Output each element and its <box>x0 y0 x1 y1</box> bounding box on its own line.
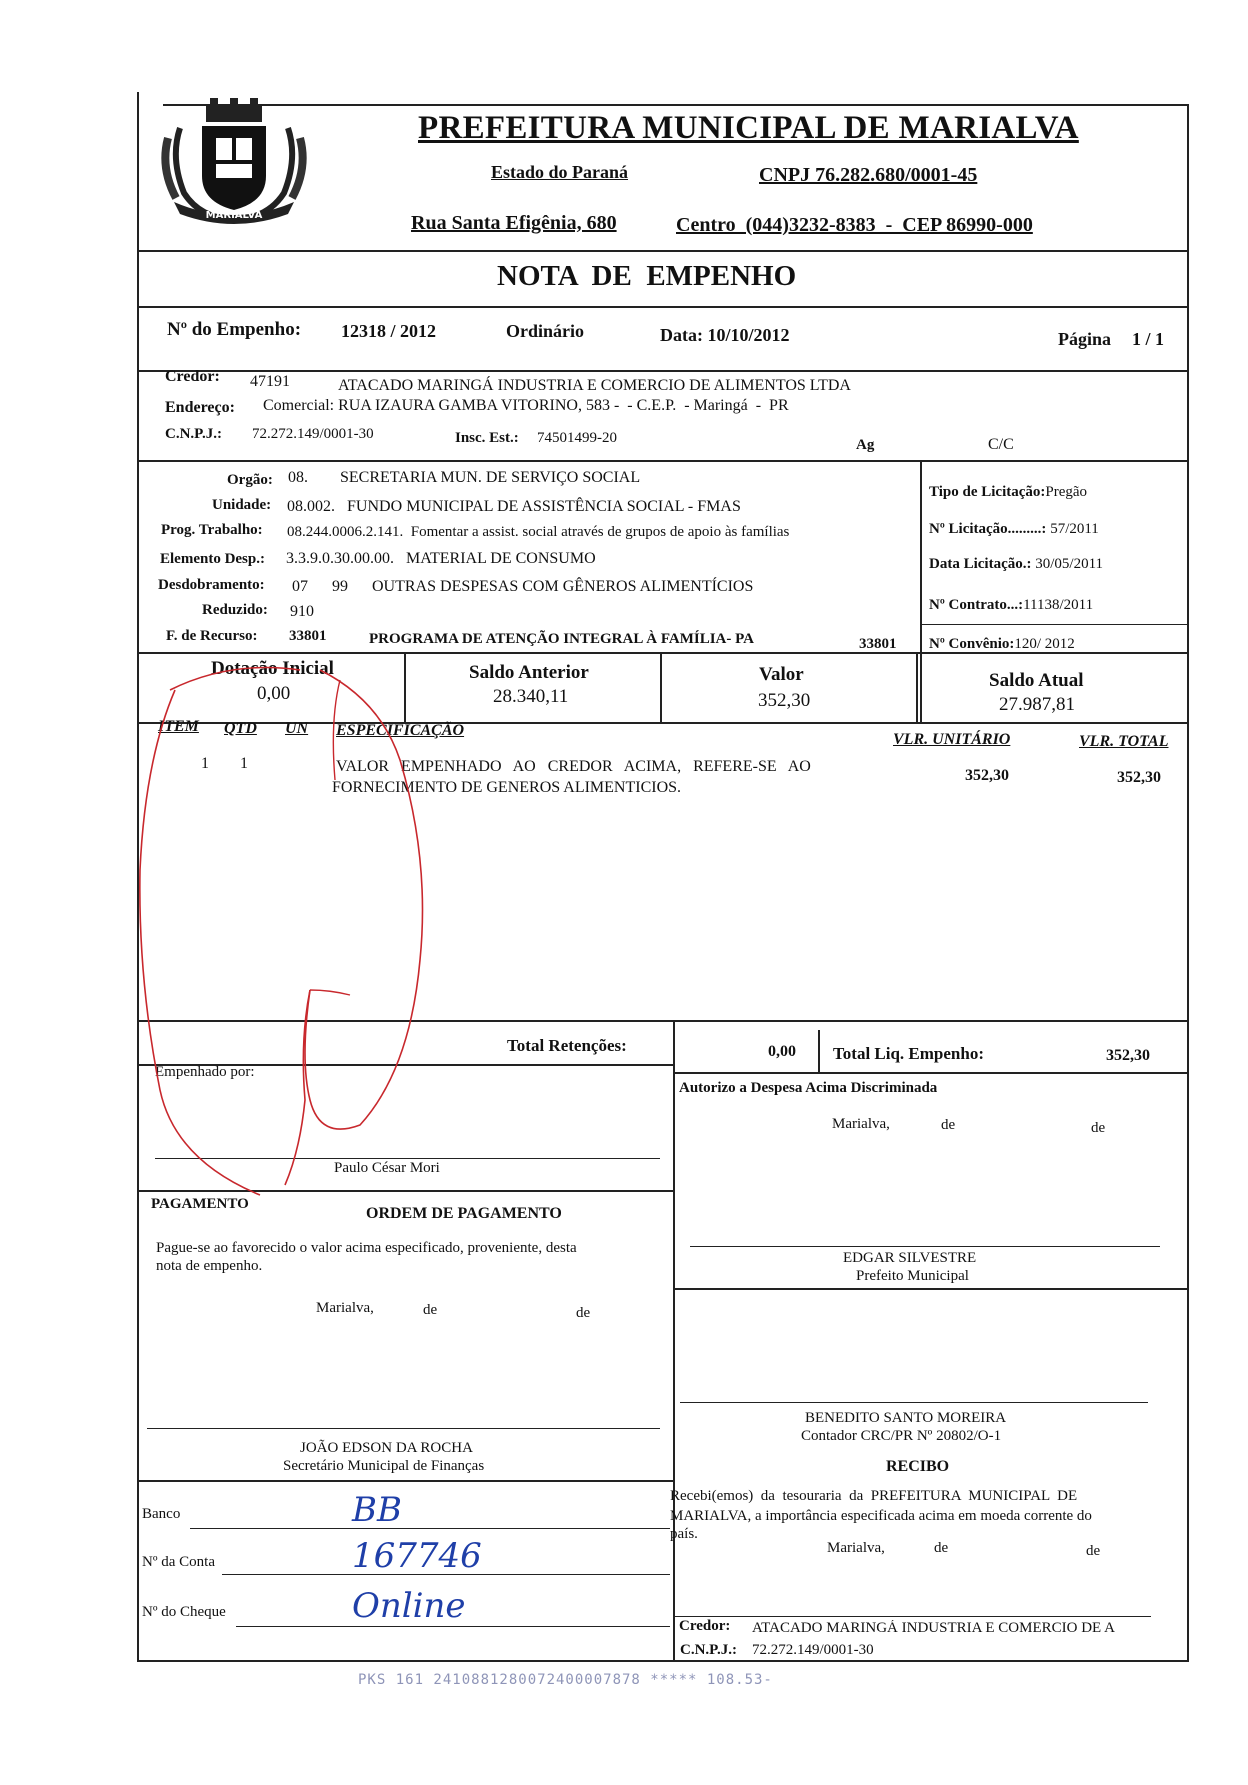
saldo-anterior-label: Saldo Anterior <box>469 662 589 683</box>
rule <box>137 1020 1189 1022</box>
pagamento-de2: de <box>576 1305 591 1321</box>
pagamento-de1: de <box>423 1302 438 1318</box>
coat-of-arms <box>160 98 308 230</box>
municipality-title: PREFEITURA MUNICIPAL DE MARIALVA <box>418 110 1079 146</box>
valor-value: 352,30 <box>758 690 811 711</box>
cnpj-header: CNPJ 76.282.680/0001-45 <box>759 164 978 186</box>
prefeito-role: Prefeito Municipal <box>856 1268 969 1284</box>
empenho-type: Ordinário <box>506 321 585 341</box>
dotacao-inicial-label: Dotação Inicial <box>211 658 334 679</box>
col-total: VLR. TOTAL <box>1079 733 1169 750</box>
prefeito-name: EDGAR SILVESTRE <box>843 1250 977 1266</box>
rule <box>137 250 1189 252</box>
retencoes-label: Total Retenções: <box>507 1036 627 1055</box>
banco-handwritten: BB <box>352 1490 402 1530</box>
row-item: 1 <box>201 755 209 772</box>
cnpj-label: C.N.P.J.: <box>165 426 222 442</box>
col-spec: ESPECIFICAÇÃO <box>336 722 465 739</box>
recurso-code-2: 33801 <box>859 636 897 652</box>
coat-of-arms-text: MARIALVA <box>205 210 263 221</box>
cheque-line <box>236 1626 670 1627</box>
row-qtd: 1 <box>240 755 248 772</box>
contrato-label: Nº Contrato...:11138/2011 <box>929 597 1094 613</box>
credor-insc: 74501499-20 <box>537 430 617 446</box>
col-item: ITEM <box>158 718 199 735</box>
recibo-line3: país. <box>670 1526 698 1542</box>
empenhado-name: Paulo César Mori <box>334 1160 440 1176</box>
page-label: Página <box>1058 329 1112 349</box>
autorizo-de1: de <box>941 1117 956 1133</box>
tipo-licitacao-label: Tipo de Licitação:Pregão <box>929 484 1088 500</box>
signature-line <box>147 1428 660 1429</box>
pagamento-text-line1: Pague-se ao favorecido o valor acima especificado, proveniente, desta <box>156 1240 577 1256</box>
unidade-value: 08.002. FUNDO MUNICIPAL DE ASSISTÊNCIA SOCIAL - FMAS <box>287 498 741 515</box>
recibo-place: Marialva, <box>827 1540 885 1556</box>
recurso-code: 33801 <box>289 628 327 644</box>
header-top-rule <box>163 104 1189 106</box>
recibo-credor-label: Credor: <box>679 1618 731 1634</box>
autorizo-de2: de <box>1091 1120 1106 1136</box>
dotacao-inicial-value: 0,00 <box>257 683 291 704</box>
numero-licitacao-label: Nº Licitação.........: 57/2011 <box>929 521 1099 537</box>
prog-label: Prog. Trabalho: <box>161 522 263 538</box>
autorizo-label: Autorizo a Despesa Acima Discriminada <box>679 1080 938 1096</box>
recibo-cnpj-label: C.N.P.J.: <box>680 1642 737 1658</box>
rule <box>137 370 1189 372</box>
contador-name: BENEDITO SANTO MOREIRA <box>805 1410 1007 1426</box>
col-un: UN <box>285 720 309 737</box>
document-title: NOTA DE EMPENHO <box>497 260 797 292</box>
insc-label: Insc. Est.: <box>455 430 519 446</box>
rule <box>137 460 1189 462</box>
signature-line <box>680 1402 1148 1403</box>
row-spec-line2: FORNECIMENTO DE GENEROS ALIMENTICIOS. <box>332 779 682 796</box>
conta-label: Nº da Conta <box>142 1554 215 1570</box>
saldo-anterior-value: 28.340,11 <box>493 686 569 707</box>
elemento-label: Elemento Desp.: <box>160 551 265 567</box>
rule <box>137 1190 673 1192</box>
saldo-atual-value: 27.987,81 <box>999 694 1075 715</box>
row-unit: 352,30 <box>965 767 1009 784</box>
credor-cnpj: 72.272.149/0001-30 <box>252 426 374 442</box>
recurso-label: F. de Recurso: <box>166 628 258 644</box>
pagamento-place: Marialva, <box>316 1300 374 1316</box>
secretario-role: Secretário Municipal de Finanças <box>283 1458 485 1474</box>
divider <box>818 1030 820 1072</box>
recibo-line2: MARIALVA, a importância especificada acima em moeda corrente do <box>670 1508 1092 1524</box>
right-border <box>1187 104 1189 1660</box>
conta-handwritten: 167746 <box>352 1536 482 1576</box>
secretario-name: JOÃO EDSON DA ROCHA <box>300 1440 473 1456</box>
unidade-label: Unidade: <box>212 497 272 513</box>
cc-label: C/C <box>988 436 1014 453</box>
orgao-value: 08. SECRETARIA MUN. DE SERVIÇO SOCIAL <box>288 469 641 486</box>
desdobramento-value: 07 99 OUTRAS DESPESAS COM GÊNEROS ALIMENTÍCIOS <box>292 578 754 595</box>
rule <box>137 1660 1189 1662</box>
cheque-handwritten: Online <box>352 1586 466 1626</box>
empenhado-label: Empenhado por: <box>155 1064 255 1080</box>
empenho-date: Data: 10/10/2012 <box>660 325 790 345</box>
autorizo-place: Marialva, <box>832 1116 890 1132</box>
data-licitacao-label: Data Licitação.: 30/05/2011 <box>929 556 1104 572</box>
ordem-pagamento-label: ORDEM DE PAGAMENTO <box>366 1205 562 1222</box>
retencoes-value: 0,00 <box>768 1043 796 1060</box>
empenho-label: Nº do Empenho: <box>167 319 302 340</box>
col-unit: VLR. UNITÁRIO <box>893 731 1011 748</box>
elemento-value: 3.3.9.0.30.00.00. MATERIAL DE CONSUMO <box>286 550 596 567</box>
recurso-name: PROGRAMA DE ATENÇÃO INTEGRAL À FAMÍLIA- PA <box>369 631 755 647</box>
footer-stamp: PKS 161 2410881280072400007878 ***** 108.53- <box>358 1672 773 1688</box>
recibo-de1: de <box>934 1540 949 1556</box>
divider <box>673 1064 675 1662</box>
credor-label: Credor: <box>165 368 220 385</box>
ag-label: Ag <box>856 437 875 453</box>
rule <box>137 652 1189 654</box>
prog-value: 08.244.0006.2.141. Fomentar a assist. social através de grupos de apoio às famílias <box>287 524 790 540</box>
pagamento-label: PAGAMENTO <box>151 1196 249 1212</box>
rule <box>673 1288 1189 1290</box>
address-rest: Centro (044)3232-8383 - CEP 86990-000 <box>676 214 1033 236</box>
recibo-label: RECIBO <box>886 1458 950 1475</box>
recibo-credor-value: ATACADO MARINGÁ INDUSTRIA E COMERCIO DE A <box>752 1620 1115 1636</box>
row-total: 352,30 <box>1117 769 1161 786</box>
valor-label: Valor <box>759 664 804 685</box>
signature-line <box>690 1246 1160 1247</box>
divider <box>660 652 662 722</box>
state-label: Estado do Paraná <box>491 162 629 182</box>
address-street: Rua Santa Efigênia, 680 <box>411 212 617 234</box>
col-qtd: QTD <box>224 720 257 737</box>
divider <box>916 652 918 722</box>
orgao-label: Orgão: <box>227 472 273 488</box>
row-spec-line1: VALOR EMPENHADO AO CREDOR ACIMA, REFERE-SE AO <box>336 758 811 775</box>
signature-line <box>155 1158 660 1159</box>
recibo-line1: Recebi(emos) da tesouraria da PREFEITURA MUNICIPAL DE <box>670 1488 1078 1504</box>
liquido-label: Total Liq. Empenho: <box>833 1044 984 1063</box>
page-value: 1 / 1 <box>1132 329 1165 349</box>
rule <box>673 1616 1151 1617</box>
rule <box>137 1480 673 1482</box>
banco-line <box>190 1528 670 1529</box>
banco-label: Banco <box>142 1506 181 1522</box>
empenho-number: 12318 / 2012 <box>341 321 437 341</box>
rule <box>673 1072 1189 1074</box>
address-label: Endereço: <box>165 399 235 416</box>
divider <box>920 460 922 722</box>
saldo-atual-label: Saldo Atual <box>989 670 1084 691</box>
reduzido-label: Reduzido: <box>202 602 268 618</box>
rule <box>920 624 1188 625</box>
desdobramento-label: Desdobramento: <box>158 577 265 593</box>
rule <box>137 306 1189 308</box>
pagamento-text-line2: nota de empenho. <box>156 1258 263 1274</box>
contador-role: Contador CRC/PR Nº 20802/O-1 <box>801 1428 1002 1444</box>
convenio-label: Nº Convênio:120/ 2012 <box>929 636 1075 652</box>
liquido-value: 352,30 <box>1106 1047 1150 1064</box>
credor-code: 47191 <box>250 373 290 390</box>
credor-address: Comercial: RUA IZAURA GAMBA VITORINO, 583 - - C.E.P. - Maringá - PR <box>263 397 789 414</box>
credor-name: ATACADO MARINGÁ INDUSTRIA E COMERCIO DE ALIMENTOS LTDA <box>338 377 851 394</box>
recibo-de2: de <box>1086 1543 1101 1559</box>
reduzido-value: 910 <box>290 603 314 620</box>
divider <box>404 652 406 722</box>
recibo-cnpj-value: 72.272.149/0001-30 <box>752 1642 874 1658</box>
cheque-label: Nº do Cheque <box>142 1604 226 1620</box>
